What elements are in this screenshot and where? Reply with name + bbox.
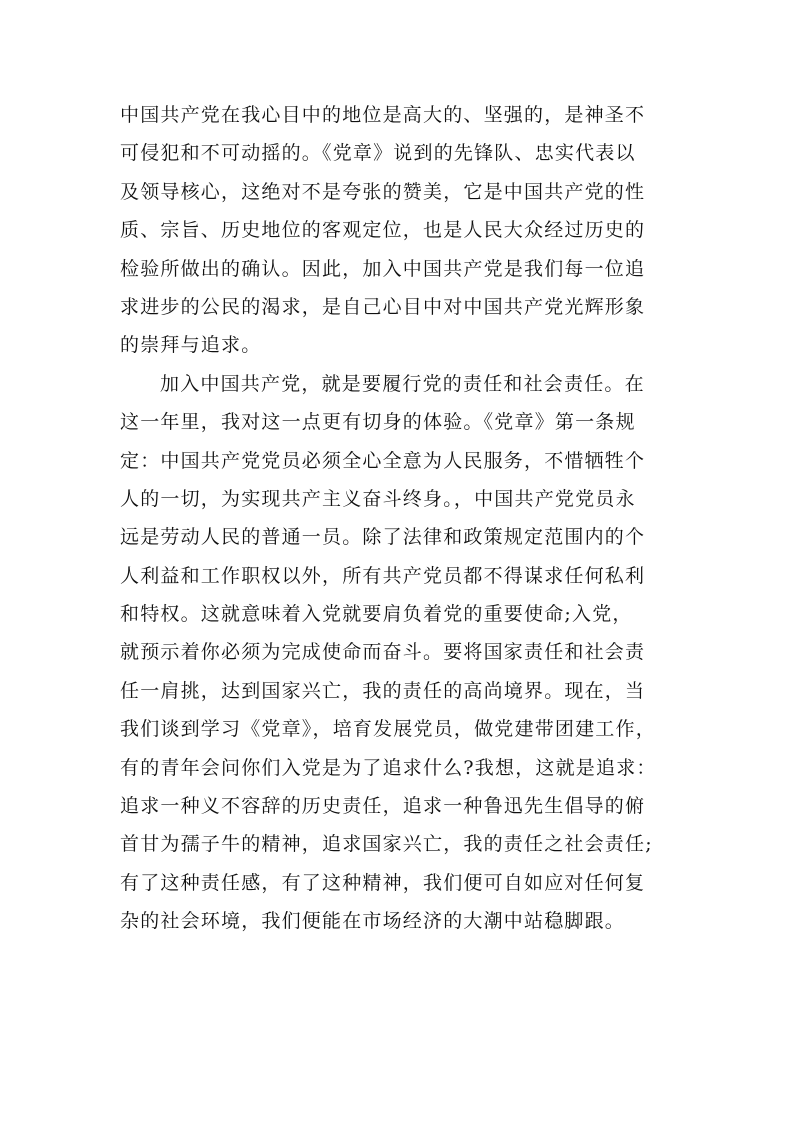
paragraph-line: 杂的社会环境，我们便能在市场经济的大潮中站稳脚跟。 xyxy=(120,910,626,933)
paragraph-line: 加入中国共产党，就是要履行党的责任和社会责任。在 xyxy=(160,372,645,395)
paragraph-line: 就预示着你必须为完成使命而奋斗。要将国家责任和社会责 xyxy=(120,641,646,664)
paragraph-line: 的崇拜与追求。 xyxy=(120,334,262,357)
paragraph-line: 求进步的公民的渴求，是自己心目中对中国共产党光辉形象 xyxy=(120,295,646,318)
paragraph-line: 中国共产党在我心目中的地位是高大的、坚强的，是神圣不 xyxy=(120,104,646,126)
paragraph-line: 人的一切，为实现共产主义奋斗终身。，中国共产党党员永 xyxy=(120,487,636,510)
paragraph-line: 质、宗旨、历史地位的客观定位，也是人民大众经过历史的 xyxy=(120,219,646,242)
paragraph-line: 这一年里，我对这一点更有切身的体验。《党章》第一条规 xyxy=(120,411,636,434)
paragraph-line: 人利益和工作职权以外，所有共产党员都不得谋求任何私利 xyxy=(120,564,646,587)
paragraph-line: 远是劳动人民的普通一员。除了法律和政策规定范围内的个 xyxy=(120,526,646,549)
paragraph-line: 和特权。这就意味着入党就要肩负着党的重要使命;入党， xyxy=(120,603,633,626)
paragraph-line: 有的青年会问你们入党是为了追求什么?我想，这就是追求： xyxy=(120,756,657,779)
paragraph-line: 有了这种责任感，有了这种精神，我们便可自如应对任何复 xyxy=(120,871,646,894)
paragraph-line: 定：中国共产党党员必须全心全意为人民服务，不惜牺牲个 xyxy=(120,449,646,472)
paragraph-line: 首甘为孺子牛的精神，追求国家兴亡，我的责任之社会责任; xyxy=(120,833,653,856)
paragraph-line: 及领导核心，这绝对不是夸张的赞美，它是中国共产党的性 xyxy=(120,180,646,203)
paragraph-line: 检验所做出的确认。因此，加入中国共产党是我们每一位追 xyxy=(120,257,646,280)
paragraph-line: 追求一种义不容辞的历史责任，追求一种鲁迅先生倡导的俯 xyxy=(120,795,646,818)
body-text xyxy=(120,96,680,941)
paragraph-line: 任一肩挑，达到国家兴亡，我的责任的高尚境界。现在，当 xyxy=(120,679,646,702)
paragraph-line: 我们谈到学习《党章》，培育发展党员，做党建带团建工作， xyxy=(120,718,656,741)
paragraph-line: 可侵犯和不可动摇的。《党章》说到的先锋队、忠实代表以 xyxy=(120,142,636,165)
